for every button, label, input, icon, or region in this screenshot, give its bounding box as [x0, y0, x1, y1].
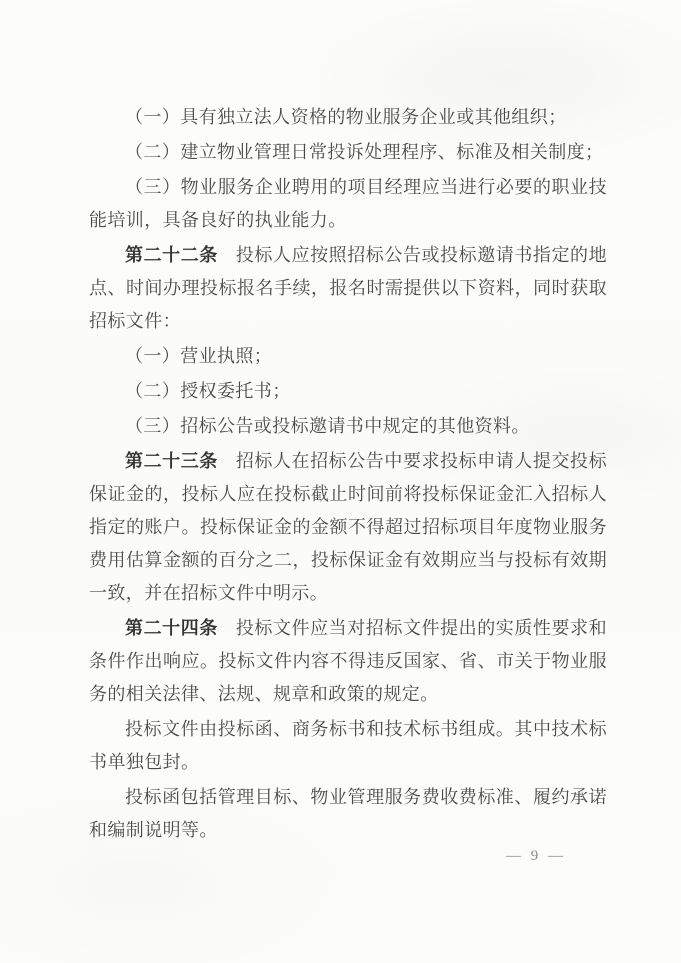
list-item — [89, 410, 607, 443]
article-paragraph — [89, 445, 607, 610]
list-item — [89, 136, 607, 169]
paragraph-text: 投标文件由投标函、商务标书和技术标书组成。其中技术标书单独包封。 — [89, 719, 607, 772]
article-number-label: 第二十四条 — [125, 618, 218, 638]
paragraph-text: 投标函包括管理目标、物业管理服务费收费标准、履约承诺和编制说明等。 — [89, 787, 607, 840]
paragraph-text: （一）具有独立法人资格的物业服务企业或其他组织； — [125, 107, 567, 127]
list-item — [89, 171, 607, 237]
document-body — [89, 101, 607, 849]
body-paragraph — [89, 781, 607, 847]
article-number-label: 第二十三条 — [125, 451, 218, 471]
body-paragraph — [89, 713, 607, 779]
article-paragraph — [89, 612, 607, 711]
page-number: — 9 — — [506, 848, 566, 864]
paragraph-text: （二）建立物业管理日常投诉处理程序、标准及相关制度； — [125, 142, 604, 162]
paragraph-text: 投标人应按照招标公告或投标邀请书指定的地点、时间办理投标报名手续，报名时需提供以下资料，同时获取招标文件： — [89, 245, 608, 331]
paragraph-text: （一）营业执照； — [125, 346, 273, 366]
article-paragraph — [89, 239, 607, 338]
paragraph-text: （二）授权委托书； — [125, 381, 291, 401]
paragraph-text: （三）招标公告或投标邀请书中规定的其他资料。 — [125, 416, 530, 436]
list-item — [89, 340, 607, 373]
paragraph-text: 投标文件应当对招标文件提出的实质性要求和条件作出响应。投标文件内容不得违反国家、省、市关于物业服务的相关法律、法规、规章和政策的规定。 — [89, 618, 608, 704]
paragraph-text: 招标人在招标公告中要求投标申请人提交投标保证金的，投标人应在投标截止时间前将投标保证金汇入招标人指定的账户。投标保证金的金额不得超过招标项目年度物业服务费用估算金额的百分之二，投标保证金有效期应当与投标有效期一致，并在招标文件中明示。 — [89, 451, 608, 603]
list-item — [89, 101, 607, 134]
article-number-label: 第二十二条 — [125, 245, 218, 265]
list-item — [89, 375, 607, 408]
paragraph-text: （三）物业服务企业聘用的项目经理应当进行必要的职业技能培训，具备良好的执业能力。 — [89, 177, 607, 230]
